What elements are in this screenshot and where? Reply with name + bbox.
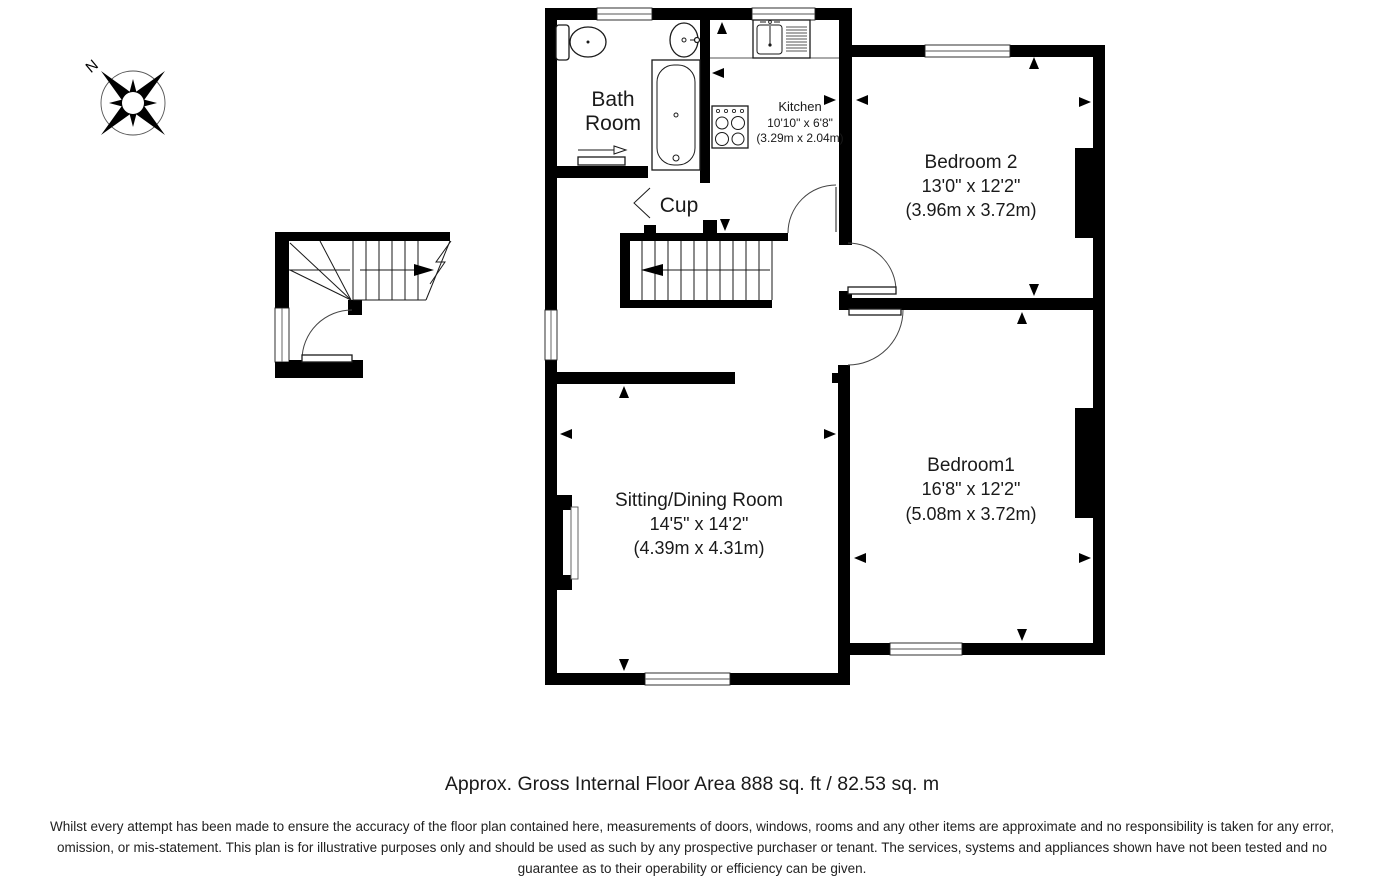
cupboard-folding-door xyxy=(634,188,650,218)
kitchen-window xyxy=(752,8,815,20)
basin-icon xyxy=(670,23,700,57)
hall-window xyxy=(545,310,557,360)
room-label-bedroom2 xyxy=(905,152,1036,220)
room-label-bathroom xyxy=(585,88,641,135)
bedroom1-name: Bedroom1 xyxy=(927,455,1015,476)
bedroom2-imperial: 13'0" x 12'2" xyxy=(921,176,1021,196)
kitchen-metric: (3.29m x 2.04m) xyxy=(756,131,844,145)
compass-north-label: N xyxy=(82,56,102,77)
radiator xyxy=(578,146,626,165)
kitchen-door xyxy=(788,185,836,233)
bathtub-icon xyxy=(652,60,700,170)
bedroom2-name: Bedroom 2 xyxy=(924,152,1018,173)
floor-area-summary: Approx. Gross Internal Floor Area 888 sq. ft / 82.53 sq. m xyxy=(444,773,940,795)
room-label-sitting-dining xyxy=(615,490,783,558)
stove-icon xyxy=(712,106,748,148)
stairwell-window xyxy=(275,308,289,362)
sitting-name: Sitting/Dining Room xyxy=(615,490,783,511)
disclaimer-line-1: Whilst every attempt has been made to ensure the accuracy of the floor plan contained here, measurements of doors, windows, rooms and any other items are approximate and no responsibility is taken for any error, xyxy=(50,819,1334,834)
toilet-icon xyxy=(556,25,606,60)
bedroom2-window xyxy=(925,45,1010,57)
sitting-metric: (4.39m x 4.31m) xyxy=(633,538,765,558)
sitting-imperial: 14'5" x 14'2" xyxy=(649,514,749,534)
room-label-bedroom1 xyxy=(905,455,1036,524)
disclaimer-line-2: omission, or mis-statement. This plan is for illustrative purposes only and should be used as such by any prospective purchaser or tenant. The services, systems and appliances shown have not been tested and no xyxy=(57,839,1327,855)
bedroom2-metric: (3.96m x 3.72m) xyxy=(905,200,1037,220)
sitting-room-window xyxy=(645,673,730,685)
disclaimer xyxy=(0,817,1384,880)
room-label-cupboard: Cup xyxy=(659,194,699,217)
bedroom1-door xyxy=(848,309,903,365)
bathroom-window xyxy=(597,8,652,20)
external-staircase xyxy=(275,232,451,378)
compass-icon xyxy=(82,57,165,135)
bathroom-name-line2: Room xyxy=(584,112,642,135)
stairs-direction-arrow xyxy=(360,264,434,276)
disclaimer-line-3: guarantee as to their operability or efficiency can be given. xyxy=(517,860,867,876)
internal-staircase xyxy=(641,241,772,300)
bedroom1-metric: (5.08m x 3.72m) xyxy=(905,504,1037,524)
room-label-kitchen xyxy=(756,99,843,145)
kitchen-sink-icon xyxy=(753,20,810,58)
bedroom2-door xyxy=(848,243,896,294)
kitchen-name: Kitchen xyxy=(778,99,822,114)
bedroom1-imperial: 16'8" x 12'2" xyxy=(921,479,1021,499)
stairs-down-arrow xyxy=(641,264,663,276)
entrance-door xyxy=(302,310,352,362)
bedroom1-window xyxy=(890,643,962,655)
kitchen-imperial: 10'10" x 6'8" xyxy=(767,116,833,130)
bathroom-name-line1: Bath xyxy=(591,88,635,111)
fireplace xyxy=(557,495,578,590)
